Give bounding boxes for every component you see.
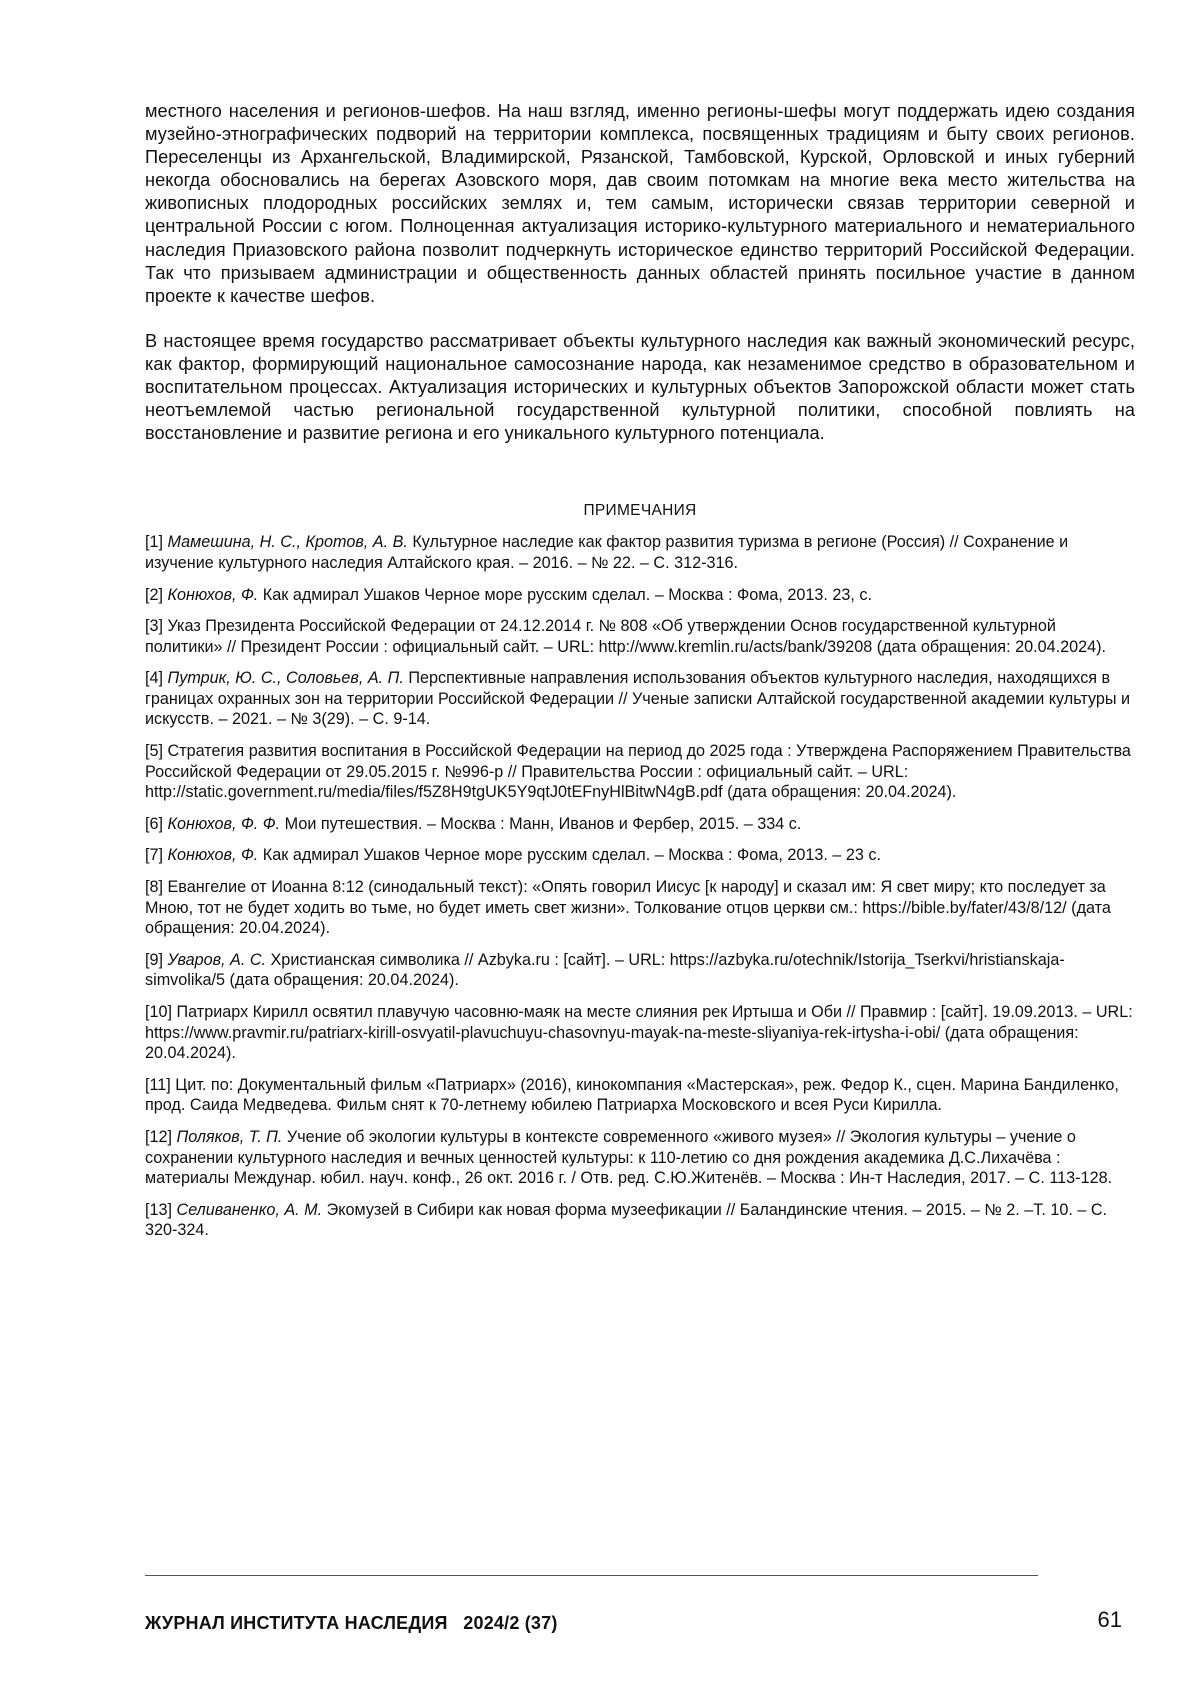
note-number: [6] — [145, 814, 168, 833]
note-number: [13] — [145, 1200, 177, 1219]
note-author: Селиваненко, А. М. — [176, 1200, 323, 1219]
note-number: [1] — [145, 533, 168, 552]
note-number: [12] — [145, 1127, 177, 1146]
note-text: Как адмирал Ушаков Черное море русским сделал. – Москва : Фома, 2013. 23, с. — [258, 585, 873, 604]
note-number: [10] — [145, 1003, 177, 1021]
note-item — [145, 1127, 1135, 1189]
note-text: Экомузей в Сибири как новая форма музеефикации // Баландинские чтения. – 2015. – № 2. –Т. 10. – С. 320-324. — [145, 1200, 1108, 1240]
note-author: Поляков, Т. П. — [176, 1127, 283, 1146]
note-text: Патриарх Кирилл освятил плавучую часовню-маяк на месте слияния рек Иртыша и Оби // Правмир : [сайт]. 19.09.2013. – URL: https://www.pravmir.ru/patriarx-kirill-osvyatil-plavuchuyu-chasovnyu-mayak-na-meste-sliyaniya-rek-irtysha-i-obi/ (дата обращения: 20.04.2024). — [145, 1003, 1133, 1063]
note-item — [145, 668, 1135, 730]
note-text: Указ Президента Российской Федерации от 24.12.2014 г. № 808 «Об утверждении Основ государственной культурной политики» // Президент России : официальный сайт. – URL: http://www.kremlin.ru/acts/bank/39208 (дата обращения: 20.04.2024). — [145, 617, 1106, 656]
page-footer — [145, 1607, 1122, 1639]
footer-divider — [145, 1575, 1038, 1576]
note-number: [7] — [145, 846, 168, 865]
note-text: Стратегия развития воспитания в Российской Федерации на период до 2025 года : Утверждена Распоряжением Правительства Российской Федерации от 29.05.2015 г. №996-р // Правительства России : официальный сайт. – URL: http://static.government.ru/media/files/f5Z8H9tgUK5Y9qtJ0tEFnyHlBitwN4gB.pdf (дата обращения: 20.04.2024). — [145, 742, 1131, 802]
note-author: Конюхов, Ф. Ф. — [167, 814, 281, 833]
notes-heading: ПРИМЕЧАНИЯ — [583, 502, 697, 520]
note-text: Цит. по: Документальный фильм «Патриарх» (2016), кинокомпания «Мастерская», реж. Федор К., сцен. Марина Бандиленко, прод. Саида Медведева. Фильм снят к 70-летнему юбилею Патриарха Московского и всея Руси Кирилла. — [145, 1075, 1119, 1115]
note-text: Перспективные направления использования объектов культурного наследия, находящихся в границах охранных зон на территории Российской Федерации // Ученые записки Алтайской государственной академии культуры и искусств. – 2021. – № 3(29). – С. 9-14. — [145, 669, 1131, 729]
note-item — [145, 1200, 1135, 1241]
note-number: [5] — [145, 742, 168, 761]
body-paragraph: местного населения и регионов-шефов. На наш взгляд, именно регионы-шефы могут поддержать идею создания музейно-этнографических подворий на территории комплекса, посвященных традициям и быту своих регионов. Переселенцы из Архангельской, Владимирской, Рязанской, Тамбовской, Курской, Орловской и иных губерний некогда обосновались на берегах Азовского моря, дав своим потомкам на многие века место жительства на живописных плодородных российских землях и, тем самым, исторически связав территории северной и центральной России с югом. Полноценная актуализация историко-культурного материального и нематериального наследия Приазовского района позволит подчеркнуть историческое единство территорий Российской Федерации. Так что призываем администрации и общественность данных областей принять посильное участие в данном проекте к качестве шефов. — [145, 101, 1135, 306]
note-text: Евангелие от Иоанна 8:12 (синодальный текст): «Опять говорил Иисус [к народу] и сказал им: Я свет миру; кто последует за Мною, тот не будет ходить во тьме, но будет иметь свет жизни». Толкование отцов церкви см.: https://bible.by/fater/43/8/12/ (дата обращения: 20.04.2024). — [145, 878, 1111, 938]
note-author: Конюхов, Ф. — [167, 846, 259, 865]
note-number: [3] — [145, 617, 168, 636]
note-text: Учение об экологии культуры в контексте современного «живого музея» // Экология культуры – учение о сохранении культурного наследия и вечных ценностей культуры: к 110-летию со дня рождения академика Д.С.Лихачёва : материалы Междунар. юбил. науч. конф., 26 окт. 2016 г. / Отв. ред. С.Ю.Житенёв. – Москва : Ин-т Наследия, 2017. – С. 113-128. — [145, 1127, 1113, 1188]
note-author: Уваров, А. С. — [167, 950, 267, 969]
note-author: Конюхов, Ф. — [167, 585, 259, 604]
note-item — [145, 845, 1135, 866]
note-text: Как адмирал Ушаков Черное море русским сделал. – Москва : Фома, 2013. – 23 с. — [258, 846, 882, 865]
page-content — [145, 100, 1135, 1252]
note-text: Христианская символика // Azbyka.ru : [сайт]. – URL: https://azbyka.ru/otechnik/Istorija_Tserkvi/hristianskaja-simvolika/5 (дата обращения: 20.04.2024). — [145, 950, 1065, 990]
note-number: [4] — [145, 669, 168, 688]
note-text: Мои путешествия. – Москва : Манн, Иванов и Фербер, 2015. – 334 с. — [280, 814, 802, 833]
note-item — [145, 616, 1135, 657]
page-number: 61 — [1097, 1607, 1122, 1632]
note-item — [145, 1002, 1135, 1064]
body-paragraph: В настоящее время государство рассматривает объекты культурного наследия как важный экономический ресурс, как фактор, формирующий национальное самосознание народа, как незаменимое средство в образовательном и воспитательном процессах. Актуализация исторических и культурных объектов Запорожской области может стать неотъемлемой частью региональной государственной культурной политики, способной повлиять на восстановление и развитие региона и его уникального культурного потенциала. — [145, 330, 1135, 444]
note-item — [145, 950, 1135, 991]
note-number: [11] — [145, 1075, 176, 1094]
note-number: [2] — [145, 585, 168, 604]
note-author: Мамешина, Н. С., Кротов, А. В. — [167, 533, 408, 552]
notes-list — [145, 532, 1135, 1241]
note-item — [145, 585, 1135, 606]
note-item — [145, 741, 1135, 803]
note-number: [8] — [145, 878, 168, 897]
journal-title: ЖУРНАЛ ИНСТИТУТА НАСЛЕДИЯ 2024/2 (37) — [145, 1613, 558, 1633]
note-number: [9] — [145, 950, 168, 969]
note-author: Путрик, Ю. С., Соловьев, А. П. — [167, 669, 404, 688]
note-item — [145, 1075, 1135, 1116]
note-text: Культурное наследие как фактор развития туризма в регионе (Россия) // Сохранение и изучение культурного наследия Алтайского края. – 2016. – № 22. – С. 312-316. — [145, 533, 1069, 572]
note-item — [145, 814, 1135, 835]
note-item — [145, 532, 1135, 573]
note-item — [145, 877, 1135, 939]
